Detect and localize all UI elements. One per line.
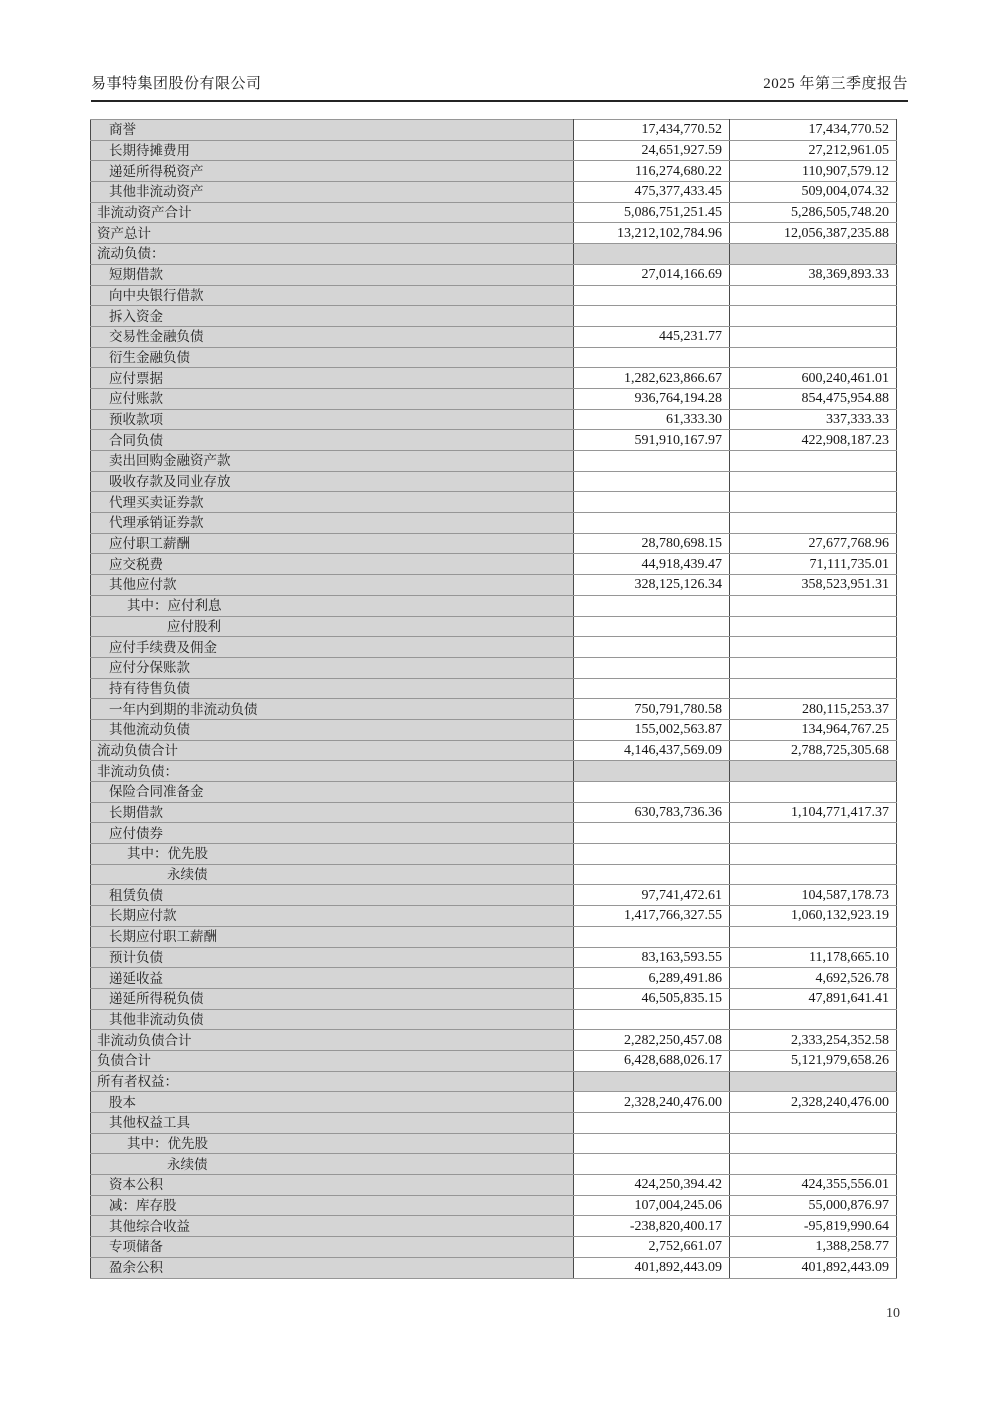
row-label: 递延收益	[91, 968, 574, 989]
row-label: 减：库存股	[91, 1195, 574, 1216]
row-label: 非流动负债合计	[91, 1030, 574, 1051]
table-row	[91, 1050, 897, 1071]
row-label: 应付账款	[91, 388, 574, 409]
row-value-period-end	[574, 657, 730, 678]
row-value-year-begin: 358,523,951.31	[730, 575, 897, 596]
row-value-period-end	[574, 306, 730, 327]
table-row	[91, 637, 897, 658]
row-value-year-begin: 509,004,074.32	[730, 182, 897, 203]
table-row	[91, 575, 897, 596]
row-label: 股本	[91, 1092, 574, 1113]
row-value-year-begin: 280,115,253.37	[730, 699, 897, 720]
row-value-year-begin	[730, 1133, 897, 1154]
page-number: 10	[886, 1306, 900, 1321]
table-row	[91, 533, 897, 554]
row-value-year-begin: 1,388,258.77	[730, 1237, 897, 1258]
row-value-year-begin: 401,892,443.09	[730, 1257, 897, 1278]
table-row	[91, 782, 897, 803]
row-value-period-end	[574, 616, 730, 637]
balance-sheet-table	[90, 119, 897, 1279]
row-label: 其他流动负债	[91, 719, 574, 740]
row-label: 应付债券	[91, 823, 574, 844]
table-row	[91, 988, 897, 1009]
row-value-period-end: 44,918,439.47	[574, 554, 730, 575]
table-row	[91, 595, 897, 616]
table-row	[91, 657, 897, 678]
row-value-period-end	[574, 244, 730, 265]
row-label: 其他应付款	[91, 575, 574, 596]
row-value-year-begin: 55,000,876.97	[730, 1195, 897, 1216]
row-value-year-begin	[730, 616, 897, 637]
row-label: 拆入资金	[91, 306, 574, 327]
row-value-period-end: 424,250,394.42	[574, 1175, 730, 1196]
table-row	[91, 326, 897, 347]
row-value-year-begin	[730, 926, 897, 947]
row-value-year-begin	[730, 761, 897, 782]
row-label: 长期待摊费用	[91, 140, 574, 161]
row-label: 其他权益工具	[91, 1113, 574, 1134]
row-label: 应付手续费及佣金	[91, 637, 574, 658]
row-label: 卖出回购金融资产款	[91, 451, 574, 472]
row-value-period-end	[574, 823, 730, 844]
table-row	[91, 306, 897, 327]
row-value-period-end	[574, 1071, 730, 1092]
row-label: 持有待售负债	[91, 678, 574, 699]
table-row	[91, 678, 897, 699]
row-value-year-begin: 4,692,526.78	[730, 968, 897, 989]
table-row	[91, 1092, 897, 1113]
row-value-period-end	[574, 513, 730, 534]
table-row	[91, 430, 897, 451]
row-value-period-end	[574, 761, 730, 782]
row-value-year-begin	[730, 637, 897, 658]
row-label: 应付票据	[91, 368, 574, 389]
row-value-period-end: 445,231.77	[574, 326, 730, 347]
row-value-period-end: 401,892,443.09	[574, 1257, 730, 1278]
row-value-year-begin	[730, 1009, 897, 1030]
table-row	[91, 471, 897, 492]
row-value-period-end: 2,282,250,457.08	[574, 1030, 730, 1051]
table-row	[91, 513, 897, 534]
row-value-year-begin	[730, 285, 897, 306]
table-row	[91, 1216, 897, 1237]
row-label: 应付股利	[91, 616, 574, 637]
row-value-year-begin: 17,434,770.52	[730, 120, 897, 141]
table-row	[91, 244, 897, 265]
table-row	[91, 1030, 897, 1051]
table-row	[91, 864, 897, 885]
row-value-year-begin	[730, 657, 897, 678]
table-row	[91, 409, 897, 430]
table-row	[91, 492, 897, 513]
table-row	[91, 1133, 897, 1154]
row-value-year-begin	[730, 782, 897, 803]
table-row	[91, 1113, 897, 1134]
row-value-year-begin	[730, 347, 897, 368]
row-label: 其他非流动负债	[91, 1009, 574, 1030]
row-label: 短期借款	[91, 264, 574, 285]
row-label: 永续债	[91, 864, 574, 885]
row-value-period-end: 61,333.30	[574, 409, 730, 430]
row-value-year-begin: 854,475,954.88	[730, 388, 897, 409]
row-value-period-end	[574, 347, 730, 368]
row-value-year-begin: 12,056,387,235.88	[730, 223, 897, 244]
row-value-period-end	[574, 1154, 730, 1175]
row-label: 商誉	[91, 120, 574, 141]
row-value-year-begin: 2,333,254,352.58	[730, 1030, 897, 1051]
table-row	[91, 182, 897, 203]
row-value-period-end: 13,212,102,784.96	[574, 223, 730, 244]
row-value-period-end: 1,282,623,866.67	[574, 368, 730, 389]
row-value-period-end: 2,752,661.07	[574, 1237, 730, 1258]
row-label: 资产总计	[91, 223, 574, 244]
row-label: 永续债	[91, 1154, 574, 1175]
table-row	[91, 719, 897, 740]
row-value-year-begin	[730, 678, 897, 699]
row-label: 流动负债合计	[91, 740, 574, 761]
table-row	[91, 368, 897, 389]
row-value-period-end: 936,764,194.28	[574, 388, 730, 409]
table-row	[91, 223, 897, 244]
row-value-year-begin: 47,891,641.41	[730, 988, 897, 1009]
row-label: 其中：优先股	[91, 844, 574, 865]
row-label: 保险合同准备金	[91, 782, 574, 803]
table-row	[91, 264, 897, 285]
row-label: 其他非流动资产	[91, 182, 574, 203]
row-label: 预计负债	[91, 947, 574, 968]
table-row	[91, 968, 897, 989]
row-label: 长期应付款	[91, 906, 574, 927]
table-row	[91, 120, 897, 141]
row-label: 递延所得税资产	[91, 161, 574, 182]
row-value-period-end: 27,014,166.69	[574, 264, 730, 285]
row-value-period-end	[574, 595, 730, 616]
row-value-year-begin: 27,212,961.05	[730, 140, 897, 161]
table-row	[91, 823, 897, 844]
row-value-year-begin: 1,060,132,923.19	[730, 906, 897, 927]
table-row	[91, 202, 897, 223]
row-value-year-begin: 71,111,735.01	[730, 554, 897, 575]
row-value-period-end	[574, 471, 730, 492]
row-label: 租赁负债	[91, 885, 574, 906]
row-value-year-begin	[730, 1071, 897, 1092]
row-value-year-begin	[730, 844, 897, 865]
row-value-year-begin: 11,178,665.10	[730, 947, 897, 968]
row-value-period-end	[574, 451, 730, 472]
row-value-period-end	[574, 678, 730, 699]
row-value-period-end: 28,780,698.15	[574, 533, 730, 554]
row-value-year-begin: 1,104,771,417.37	[730, 802, 897, 823]
table-row	[91, 906, 897, 927]
table-row	[91, 1071, 897, 1092]
company-name: 易事特集团股份有限公司	[91, 76, 262, 92]
row-label: 专项储备	[91, 1237, 574, 1258]
row-label: 其中：应付利息	[91, 595, 574, 616]
row-value-year-begin: 337,333.33	[730, 409, 897, 430]
row-label: 代理承销证券款	[91, 513, 574, 534]
row-value-year-begin: 104,587,178.73	[730, 885, 897, 906]
row-value-period-end: 4,146,437,569.09	[574, 740, 730, 761]
row-label: 代理买卖证券款	[91, 492, 574, 513]
row-value-year-begin: 38,369,893.33	[730, 264, 897, 285]
table-row	[91, 451, 897, 472]
table-row	[91, 285, 897, 306]
table-row	[91, 140, 897, 161]
row-label: 向中央银行借款	[91, 285, 574, 306]
row-label: 应付职工薪酬	[91, 533, 574, 554]
row-value-period-end	[574, 926, 730, 947]
row-value-period-end	[574, 1133, 730, 1154]
table-row	[91, 1237, 897, 1258]
row-label: 所有者权益：	[91, 1071, 574, 1092]
row-label: 衍生金融负债	[91, 347, 574, 368]
row-value-period-end	[574, 1113, 730, 1134]
row-label: 递延所得税负债	[91, 988, 574, 1009]
row-value-year-begin	[730, 595, 897, 616]
table-row	[91, 1175, 897, 1196]
row-value-period-end: 328,125,126.34	[574, 575, 730, 596]
row-value-period-end: 630,783,736.36	[574, 802, 730, 823]
row-value-period-end: 5,086,751,251.45	[574, 202, 730, 223]
table-row	[91, 1009, 897, 1030]
row-value-year-begin: 134,964,767.25	[730, 719, 897, 740]
row-value-year-begin: 5,286,505,748.20	[730, 202, 897, 223]
row-value-year-begin	[730, 513, 897, 534]
row-value-year-begin	[730, 492, 897, 513]
balance-sheet-body	[91, 120, 897, 1279]
row-value-period-end	[574, 285, 730, 306]
row-value-year-begin: 2,328,240,476.00	[730, 1092, 897, 1113]
row-value-period-end: 1,417,766,327.55	[574, 906, 730, 927]
row-label: 长期应付职工薪酬	[91, 926, 574, 947]
row-label: 应付分保账款	[91, 657, 574, 678]
row-value-period-end: 155,002,563.87	[574, 719, 730, 740]
row-label: 交易性金融负债	[91, 326, 574, 347]
row-value-period-end: 591,910,167.97	[574, 430, 730, 451]
table-row	[91, 926, 897, 947]
row-label: 应交税费	[91, 554, 574, 575]
row-value-year-begin	[730, 471, 897, 492]
row-label: 吸收存款及同业存放	[91, 471, 574, 492]
table-row	[91, 388, 897, 409]
row-value-period-end	[574, 844, 730, 865]
row-value-year-begin	[730, 451, 897, 472]
row-value-period-end: 17,434,770.52	[574, 120, 730, 141]
table-row	[91, 1154, 897, 1175]
row-label: 一年内到期的非流动负债	[91, 699, 574, 720]
row-value-period-end: 116,274,680.22	[574, 161, 730, 182]
row-value-period-end	[574, 637, 730, 658]
row-label: 预收款项	[91, 409, 574, 430]
row-label: 其他综合收益	[91, 1216, 574, 1237]
table-row	[91, 1257, 897, 1278]
row-value-year-begin	[730, 1154, 897, 1175]
table-row	[91, 761, 897, 782]
page-header	[91, 62, 908, 102]
row-value-year-begin: -95,819,990.64	[730, 1216, 897, 1237]
row-label: 长期借款	[91, 802, 574, 823]
row-value-year-begin	[730, 864, 897, 885]
row-value-year-begin	[730, 326, 897, 347]
row-value-period-end: 475,377,433.45	[574, 182, 730, 203]
row-label: 流动负债：	[91, 244, 574, 265]
table-row	[91, 844, 897, 865]
table-row	[91, 740, 897, 761]
row-value-year-begin: 5,121,979,658.26	[730, 1050, 897, 1071]
table-row	[91, 802, 897, 823]
row-value-year-begin: 110,907,579.12	[730, 161, 897, 182]
row-value-year-begin	[730, 823, 897, 844]
report-title: 2025 年第三季度报告	[763, 76, 908, 92]
row-label: 非流动负债：	[91, 761, 574, 782]
row-value-year-begin	[730, 244, 897, 265]
row-value-period-end	[574, 1009, 730, 1030]
row-value-year-begin: 2,788,725,305.68	[730, 740, 897, 761]
row-value-period-end: 750,791,780.58	[574, 699, 730, 720]
row-label: 盈余公积	[91, 1257, 574, 1278]
table-row	[91, 699, 897, 720]
table-row	[91, 947, 897, 968]
table-row	[91, 554, 897, 575]
row-value-year-begin	[730, 306, 897, 327]
row-value-period-end: 24,651,927.59	[574, 140, 730, 161]
row-label: 其中：优先股	[91, 1133, 574, 1154]
table-row	[91, 616, 897, 637]
row-value-period-end	[574, 492, 730, 513]
row-value-year-begin: 27,677,768.96	[730, 533, 897, 554]
table-row	[91, 161, 897, 182]
table-row	[91, 347, 897, 368]
row-value-period-end	[574, 782, 730, 803]
row-value-year-begin: 424,355,556.01	[730, 1175, 897, 1196]
row-value-period-end	[574, 864, 730, 885]
row-value-period-end: 97,741,472.61	[574, 885, 730, 906]
row-label: 非流动资产合计	[91, 202, 574, 223]
row-value-period-end: 6,428,688,026.17	[574, 1050, 730, 1071]
row-value-period-end: 6,289,491.86	[574, 968, 730, 989]
row-value-period-end: 107,004,245.06	[574, 1195, 730, 1216]
row-label: 合同负债	[91, 430, 574, 451]
row-value-period-end: -238,820,400.17	[574, 1216, 730, 1237]
row-value-period-end: 46,505,835.15	[574, 988, 730, 1009]
row-label: 负债合计	[91, 1050, 574, 1071]
row-value-year-begin: 600,240,461.01	[730, 368, 897, 389]
table-row	[91, 885, 897, 906]
row-value-period-end: 2,328,240,476.00	[574, 1092, 730, 1113]
row-value-year-begin: 422,908,187.23	[730, 430, 897, 451]
row-label: 资本公积	[91, 1175, 574, 1196]
row-value-period-end: 83,163,593.55	[574, 947, 730, 968]
table-row	[91, 1195, 897, 1216]
row-value-year-begin	[730, 1113, 897, 1134]
